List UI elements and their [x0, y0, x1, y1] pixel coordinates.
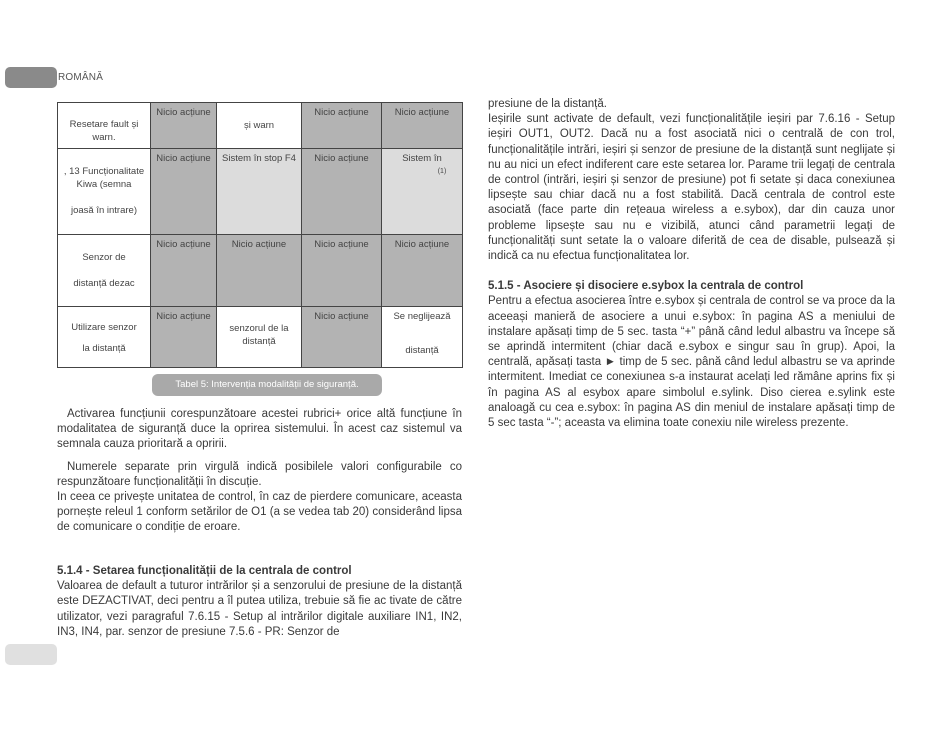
left-column-section: [57, 564, 462, 640]
page-tab-top: [5, 67, 57, 88]
table-cell: Sistem în (1): [382, 149, 463, 235]
table-row: [58, 103, 463, 149]
language-label: ROMÂNĂ: [58, 72, 104, 83]
paragraph: Numerele separate prin virgulă indică posibilele valori configurabile co respunzătoare funcționalității în discuție.: [57, 460, 462, 488]
table-cell: Resetare fault și warn.: [58, 103, 151, 149]
paragraph: Activarea funcțiunii corespunzătoare acestei rubrici+ orice altă funcțiune în modalitatea de siguranță duce la oprirea sistemului. În acest caz sistemul va semnala cauza prioritară a opririi.: [57, 408, 462, 451]
table-cell: Nicio acțiune: [151, 149, 217, 235]
table-cell: Utilizare senzor la distanță: [58, 307, 151, 368]
paragraph: Pentru a efectua asocierea între e.sybox și centrala de control se va proce da la aceeași manieră de asociere a unui e.sybox: în pagina AS a meniului de instalare apăsați timp de 5 sec. tasta “+” până când ledul albastru va începe să se aprindă intermitent (chiar dacă e.sybox e singur sau în grup). Apoi, la centrală, apăsați tasta ► timp de 5 sec. până când ledul albastru se va aprinde intermitent. Imediat ce conexiunea s-a instaurat acelați led rămâne aprins fix și în pagina AS al esybox apare simbolul e.sylink. Diso cierea e.sylink este analoagă cu cea e.sybox: în pagina AS din meniul de instalare apăsați timp de 5 sec tasta “-”; aceasta va elimina toate conexiu nile wireless prezente.: [488, 295, 895, 430]
paragraph: Ieșirile sunt activate de default, vezi funcționalitățile ieșiri par 7.6.16 - Setup ieșiri OUT1, OUT2. Dacă nu a fost asociată nici o centrală de con trol, funcționalitățile intrări, ieșiri și senzor de presiune de la distanță sunt neglijate și nu au nici un efect indiferent care este setarea lor. Parame trii legați de centrala de control (intrări, ieșiri și senzor de presiune) pot fi setate și daca conexiunea lipsește sau chiar dacă nu a fost stabilită. Dacă centrala de control este asociată (face parte din rețeaua wireless a e.sybox), dar din cauza unor probleme lipsește sau nu e vizibilă, atunci când parametrii legați de funcționalități sunt setate la o valoare diferită de cea de disable, pulsează și indică ca nu efectua funcționalitatea lor.: [488, 113, 895, 263]
table-cell: Nicio acțiune: [302, 149, 382, 235]
table-cell: Nicio acțiune: [151, 235, 217, 307]
table-caption: Tabel 5: Intervenția modalității de siguranță.: [152, 374, 382, 396]
table-cell: Nicio acțiune: [217, 235, 302, 307]
table-cell: Senzor de distanță dezac: [58, 235, 151, 307]
footnote-marker: (1): [437, 168, 447, 175]
table-cell: și warn: [217, 103, 302, 149]
table-cell: Nicio acțiune: [302, 235, 382, 307]
right-column: [488, 97, 895, 431]
section-heading: 5.1.4 - Setarea funcționalității de la centrala de control: [57, 565, 352, 577]
paragraph: Valoarea de default a tuturor intrărilor și a senzorului de presiune de la distanță este DEZACTIVAT, deci pentru a îl putea utiliza, trebuie să fie ac tivate de către utilizator, vezi paragraful 7.6.15 - Setup al intrărilor digitale auxiliare IN1, IN2, IN3, IN4, par. senzor de presiune 7.5.6 - PR: Senzor de: [57, 580, 462, 638]
table-cell: Nicio acțiune: [302, 103, 382, 149]
table-row: [58, 149, 463, 235]
table-cell: senzorul de la distanță: [217, 307, 302, 368]
paragraph: In ceea ce privește unitatea de control, în caz de pierdere comunicare, aceasta pornește releul 1 conform setărilor de O1 (a se vedea tab 20) considerând lipsa de comunicare o condiție de eroare.: [57, 491, 462, 534]
paragraph: presiune de la distanță.: [488, 98, 607, 110]
section-heading: 5.1.5 - Asociere și disociere e.sybox la centrala de control: [488, 280, 804, 293]
table-cell: Nicio acțiune: [302, 307, 382, 368]
safety-table: [57, 102, 463, 368]
page-tab-bottom: [5, 644, 57, 665]
table-cell: Nicio acțiune: [382, 103, 463, 149]
table-cell: Nicio acțiune: [151, 307, 217, 368]
table-cell: Se neglijează distanță: [382, 307, 463, 368]
table-cell: Sistem în stop F4: [217, 149, 302, 235]
table-row: [58, 307, 463, 368]
table-cell: , 13 Funcționalitate Kiwa (semna joasă în intrare): [58, 149, 151, 235]
table-row: [58, 235, 463, 307]
table-cell: Nicio acțiune: [151, 103, 217, 149]
table-cell: Nicio acțiune: [382, 235, 463, 307]
left-column: [57, 407, 462, 536]
